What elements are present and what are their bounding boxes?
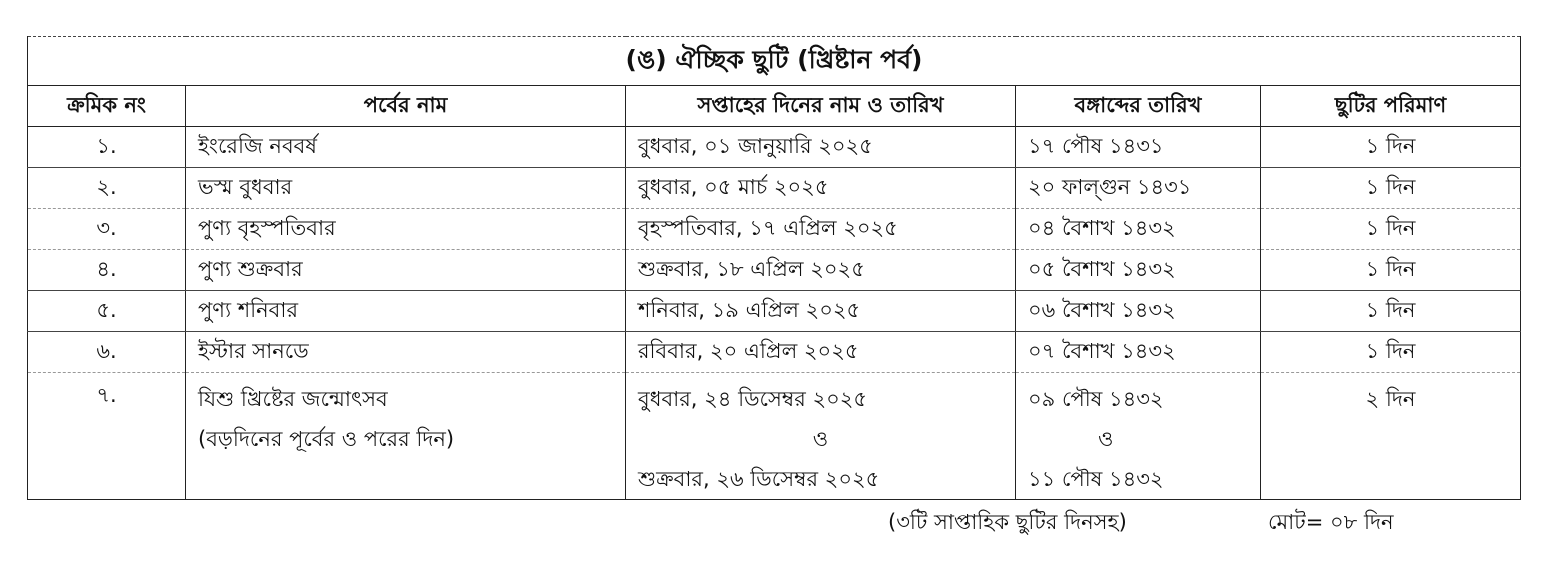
holiday-count-text: ২ দিন <box>1365 387 1416 411</box>
cell-weekday-date: শুক্রবার, ১৮ এপ্রিল ২০২৫ <box>626 250 1016 291</box>
cell-bangla-date: ০৬ বৈশাখ ১৪৩২ <box>1016 291 1261 332</box>
header-festival-name: পর্বের নাম <box>186 86 626 127</box>
cell-serial: ৭. <box>28 373 186 500</box>
table-row <box>28 332 1521 373</box>
cell-serial: ৩. <box>28 209 186 250</box>
table-title-row <box>28 37 1521 86</box>
cell-festival-name <box>186 373 626 500</box>
table-row <box>28 250 1521 291</box>
cell-weekday-date: বৃহস্পতিবার, ১৭ এপ্রিল ২০২৫ <box>626 209 1016 250</box>
cell-serial: ৪. <box>28 250 186 291</box>
cell-festival-name: পুণ্য বৃহস্পতিবার <box>186 209 626 250</box>
cell-serial: ১. <box>28 127 186 168</box>
cell-bangla-date: ২০ ফাল্গুন ১৪৩১ <box>1016 168 1261 209</box>
cell-bangla-date: ১৭ পৌষ ১৪৩১ <box>1016 127 1261 168</box>
cell-festival-name: পুণ্য শুক্রবার <box>186 250 626 291</box>
header-serial: ক্রমিক নং <box>28 86 186 127</box>
cell-festival-name: ইস্টার সানডে <box>186 332 626 373</box>
cell-holiday-count: ১ দিন <box>1261 168 1521 209</box>
holiday-table <box>27 36 1521 500</box>
cell-bangla-date: ০৫ বৈশাখ ১৪৩২ <box>1016 250 1261 291</box>
cell-weekday-date <box>626 373 1016 500</box>
festival-name-note: (বড়দিনের পূর্বের ও পরের দিন) <box>198 427 455 451</box>
cell-bangla-date: ০৭ বৈশাখ ১৪৩২ <box>1016 332 1261 373</box>
cell-serial: ২. <box>28 168 186 209</box>
cell-holiday-count: ১ দিন <box>1261 332 1521 373</box>
cell-holiday-count: ১ দিন <box>1261 291 1521 332</box>
table-row <box>28 291 1521 332</box>
header-weekday-date: সপ্তাহের দিনের নাম ও তারিখ <box>626 86 1016 127</box>
cell-serial: ৬. <box>28 332 186 373</box>
cell-holiday-count <box>1261 373 1521 500</box>
cell-weekday-date: বুধবার, ০৫ মার্চ ২০২৫ <box>626 168 1016 209</box>
cell-holiday-count: ১ দিন <box>1261 209 1521 250</box>
bangla-end-text: ১১ পৌষ ১৪৩২ <box>1028 467 1164 491</box>
holiday-sheet <box>27 36 1520 500</box>
table-row <box>28 373 1521 500</box>
bangla-start-text: ০৯ পৌষ ১৪৩২ <box>1028 387 1164 411</box>
cell-serial: ৫. <box>28 291 186 332</box>
cell-bangla-date <box>1016 373 1261 500</box>
date-joiner-text: ও <box>812 427 829 451</box>
header-holiday-count: ছুটির পরিমাণ <box>1261 86 1521 127</box>
cell-bangla-date: ০৪ বৈশাখ ১৪৩২ <box>1016 209 1261 250</box>
table-row <box>28 168 1521 209</box>
cell-weekday-date: শনিবার, ১৯ এপ্রিল ২০২৫ <box>626 291 1016 332</box>
date-end-text: শুক্রবার, ২৬ ডিসেম্বর ২০২৫ <box>638 467 880 491</box>
cell-weekday-date: রবিবার, ২০ এপ্রিল ২০২৫ <box>626 332 1016 373</box>
festival-name-text: যিশু খ্রিষ্টের জন্মোৎসব <box>198 387 388 411</box>
bangla-joiner-text: ও <box>1098 427 1114 451</box>
footer-note: (৩টি সাপ্তাহিক ছুটির দিনসহ) <box>888 510 1127 534</box>
table-row <box>28 127 1521 168</box>
cell-festival-name: ভস্ম বুধবার <box>186 168 626 209</box>
cell-festival-name: ইংরেজি নববর্ষ <box>186 127 626 168</box>
cell-weekday-date: বুধবার, ০১ জানুয়ারি ২০২৫ <box>626 127 1016 168</box>
footer-total: মোট= ০৮ দিন <box>1268 510 1394 534</box>
table-row <box>28 209 1521 250</box>
table-header-row <box>28 86 1521 127</box>
date-start-text: বুধবার, ২৪ ডিসেম্বর ২০২৫ <box>638 387 868 411</box>
header-bangla-date: বঙ্গাব্দের তারিখ <box>1016 86 1261 127</box>
cell-holiday-count: ১ দিন <box>1261 250 1521 291</box>
table-title: (ঙ) ঐচ্ছিক ছুটি (খ্রিষ্টান পর্ব) <box>28 37 1521 86</box>
cell-holiday-count: ১ দিন <box>1261 127 1521 168</box>
cell-festival-name: পুণ্য শনিবার <box>186 291 626 332</box>
